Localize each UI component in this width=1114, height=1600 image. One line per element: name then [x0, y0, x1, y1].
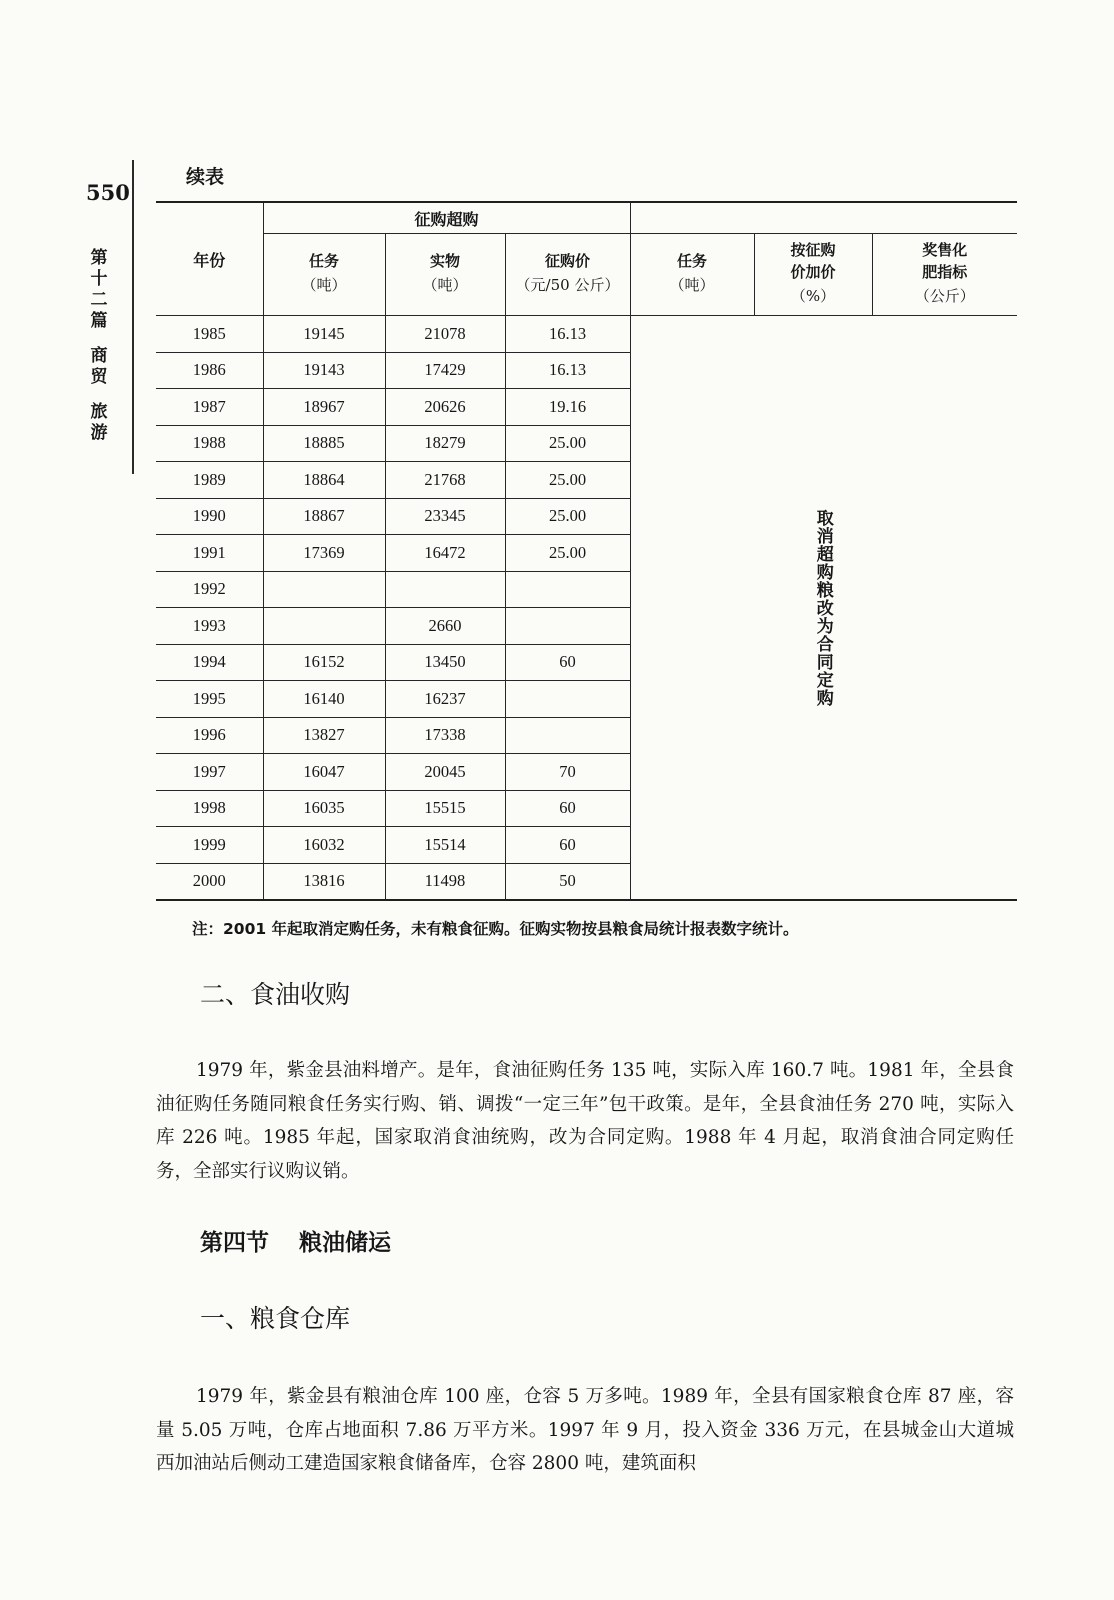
- cell-year: 1986: [156, 352, 263, 389]
- running-head-char: 二: [90, 290, 108, 310]
- header-group-purchase: 征购超购: [263, 202, 630, 234]
- cell-task: [263, 608, 385, 645]
- table-note: 注：2001 年起取消定购任务，未有粮食征购。征购实物按县粮食局统计报表数字统计。: [192, 920, 799, 938]
- header-fertilizer: 奖售化 肥指标 （公斤）: [872, 234, 1017, 316]
- cell-price: 60: [505, 644, 630, 681]
- cell-task: 16035: [263, 790, 385, 827]
- section-heading: [200, 1224, 391, 1257]
- cell-actual: 18279: [385, 425, 505, 462]
- cell-task: 13827: [263, 717, 385, 754]
- cell-task: 16140: [263, 681, 385, 718]
- header-actual: 实物 （吨）: [385, 234, 505, 316]
- cell-year: 1990: [156, 498, 263, 535]
- oil-purchase-heading: 二、食油收购: [200, 980, 351, 1009]
- cell-actual: 20045: [385, 754, 505, 791]
- cell-task: 18867: [263, 498, 385, 535]
- cell-task: 19143: [263, 352, 385, 389]
- cell-year: 1997: [156, 754, 263, 791]
- cell-year: 1995: [156, 681, 263, 718]
- header-task: 任务 （吨）: [263, 234, 385, 316]
- grain-purchase-table: [156, 201, 1017, 901]
- oil-purchase-paragraph: 1979 年，紫金县油料增产。是年，食油征购任务 135 吨，实际入库 160.7 吨。1981 年，全县食油征购任务随同粮食任务实行购、销、调拨“一定三年”包干政策。是年，全县食油任务 270 吨，实际入库 226 吨。1985 年起，国家取消食油统购，改为合同定购。1988 年 4 月起，取消食油合同定购任务，全部实行议购议销。: [156, 1060, 1014, 1182]
- side-rule: [132, 160, 134, 474]
- header-price: 征购价 （元/50 公斤）: [505, 234, 630, 316]
- cell-actual: 20626: [385, 389, 505, 426]
- cell-year: 1998: [156, 790, 263, 827]
- cell-task: 13816: [263, 863, 385, 900]
- cell-year: 1985: [156, 316, 263, 353]
- running-head-char: 十: [90, 269, 108, 289]
- header-group-blank: [630, 202, 1017, 234]
- cell-actual: 16237: [385, 681, 505, 718]
- cell-price: 70: [505, 754, 630, 791]
- cell-price: 60: [505, 790, 630, 827]
- cell-actual: 17338: [385, 717, 505, 754]
- cell-task: 19145: [263, 316, 385, 353]
- section-title: 粮油储运: [299, 1230, 391, 1256]
- running-head-gap: [86, 332, 112, 346]
- cell-year: 1987: [156, 389, 263, 426]
- running-head-char: 贸: [90, 367, 108, 387]
- cell-task: 16152: [263, 644, 385, 681]
- cell-price: 25.00: [505, 425, 630, 462]
- cell-actual: 23345: [385, 498, 505, 535]
- header-markup: 按征购 价加价 （%）: [754, 234, 872, 316]
- cell-actual: 15514: [385, 827, 505, 864]
- cell-actual: 21078: [385, 316, 505, 353]
- cell-price: [505, 717, 630, 754]
- cell-task: 16047: [263, 754, 385, 791]
- cell-task: [263, 571, 385, 608]
- running-head-char: 游: [90, 423, 108, 443]
- cell-actual: [385, 571, 505, 608]
- running-head-char: 旅: [90, 402, 108, 422]
- running-head-char: 第: [90, 248, 108, 268]
- cell-task: 18885: [263, 425, 385, 462]
- cell-actual: 16472: [385, 535, 505, 572]
- cell-task: 16032: [263, 827, 385, 864]
- section-number: 第四节: [200, 1230, 269, 1256]
- cell-price: 25.00: [505, 462, 630, 499]
- running-head-char: 篇: [90, 311, 108, 331]
- header-task2: 任务 （吨）: [630, 234, 754, 316]
- cell-actual: 13450: [385, 644, 505, 681]
- running-head-char: 商: [90, 346, 108, 366]
- merged-note: 取消超购粮改为合同定购: [812, 508, 833, 707]
- cell-year: 1988: [156, 425, 263, 462]
- cell-actual: 21768: [385, 462, 505, 499]
- cell-actual: 17429: [385, 352, 505, 389]
- cell-price: 60: [505, 827, 630, 864]
- cell-price: 16.13: [505, 352, 630, 389]
- running-head-gap: [86, 388, 112, 402]
- cell-task: 18967: [263, 389, 385, 426]
- cell-year: 1999: [156, 827, 263, 864]
- cell-price: 25.00: [505, 535, 630, 572]
- cell-price: [505, 681, 630, 718]
- cell-year: 1993: [156, 608, 263, 645]
- cell-year: 2000: [156, 863, 263, 900]
- cell-task: 18864: [263, 462, 385, 499]
- warehouse-heading: 一、粮食仓库: [200, 1304, 351, 1333]
- cell-year: 1992: [156, 571, 263, 608]
- cell-price: 25.00: [505, 498, 630, 535]
- cell-price: [505, 571, 630, 608]
- cell-year: 1989: [156, 462, 263, 499]
- cell-price: 50: [505, 863, 630, 900]
- cell-price: [505, 608, 630, 645]
- merged-note-cell: [630, 316, 1017, 901]
- table-row: [156, 316, 1017, 353]
- page-number: 550: [86, 180, 130, 205]
- cell-actual: 15515: [385, 790, 505, 827]
- cell-year: 1994: [156, 644, 263, 681]
- cell-price: 16.13: [505, 316, 630, 353]
- header-year: 年份: [156, 202, 263, 316]
- cell-actual: 2660: [385, 608, 505, 645]
- cell-year: 1996: [156, 717, 263, 754]
- cell-task: 17369: [263, 535, 385, 572]
- warehouse-paragraph: 1979 年，紫金县有粮油仓库 100 座，仓容 5 万多吨。1989 年，全县有国家粮食仓库 87 座，容量 5.05 万吨，仓库占地面积 7.86 万平方米。1997 年 9 月，投入资金 336 万元，在县城金山大道城西加油站后侧动工建造国家粮食储备库，仓容 2800 吨，建筑面积: [156, 1386, 1014, 1474]
- cell-price: 19.16: [505, 389, 630, 426]
- continued-label: 续表: [186, 166, 225, 188]
- cell-year: 1991: [156, 535, 263, 572]
- table-body: [156, 316, 1017, 901]
- running-head: [86, 248, 112, 444]
- cell-actual: 11498: [385, 863, 505, 900]
